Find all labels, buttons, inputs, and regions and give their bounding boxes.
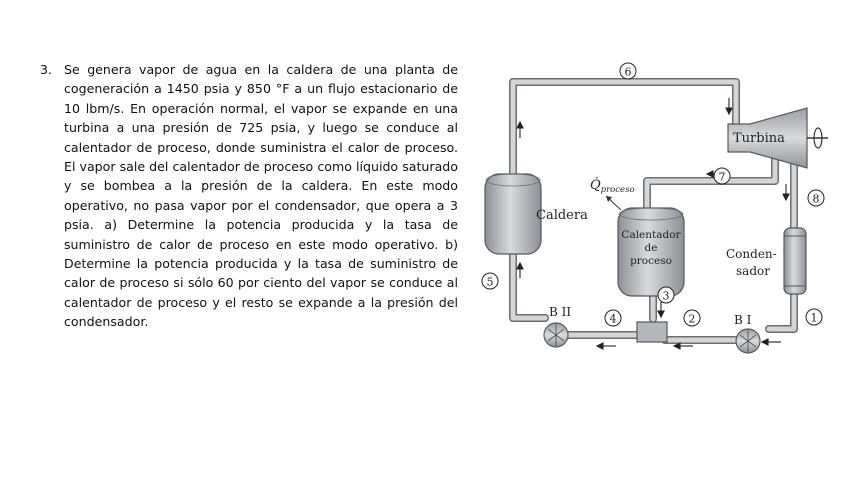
state-5	[482, 273, 498, 289]
heater-label-1: Calentador	[621, 229, 681, 241]
pump-1-label: B I	[734, 313, 752, 327]
state-6	[620, 63, 636, 79]
problem-number: 3.	[40, 62, 53, 77]
cogeneration-plant-diagram	[478, 56, 838, 361]
pump-2-label: B II	[549, 305, 572, 319]
state-1	[806, 309, 822, 325]
arrow-condenser-out	[762, 339, 781, 345]
arrow-to-turbine	[726, 98, 732, 114]
pump-2	[544, 305, 571, 347]
state-2	[684, 310, 700, 326]
mixing-chamber	[637, 322, 667, 342]
svg-text:1: 1	[810, 311, 818, 325]
arrow-boiler-in	[517, 263, 523, 278]
svg-text:2: 2	[688, 312, 696, 326]
boiler-label: Caldera	[536, 208, 588, 223]
svg-text:Q̇proceso	[590, 177, 635, 195]
arrow-to-condenser	[783, 184, 789, 200]
svg-text:5: 5	[486, 275, 494, 289]
state-8	[808, 190, 824, 206]
turbine-label: Turbina	[733, 131, 785, 146]
arrow-boiler-out	[517, 122, 523, 138]
condenser	[726, 228, 806, 294]
process-heater	[618, 208, 684, 296]
heat-symbol: Q̇	[590, 178, 601, 193]
svg-text:4: 4	[609, 312, 617, 326]
boiler	[485, 174, 588, 254]
svg-text:3: 3	[662, 289, 670, 303]
problem-statement	[40, 60, 458, 332]
arrow-mix-out	[597, 343, 616, 349]
condenser-label-1: Conden-	[726, 247, 777, 261]
condenser-label-2: sador	[736, 264, 770, 278]
arrow-from-heater	[658, 302, 664, 317]
turbine	[728, 108, 828, 168]
heater-label-3: proceso	[630, 255, 672, 267]
problem-text: Se genera vapor de agua en la caldera de una planta de cogeneración a 1450 psia y 850 °F a un flujo estacionario de 10 lbm/s. En operación normal, el vapor se expande en una turbina a una presión de 725 psia, y luego se conduce al calentador de proceso, donde suministra el calor de proceso. El vapor sale del calentador de proceso como líquido saturado y se bombea a la presión de la caldera. En este modo operativo, no pasa vapor por el condensador, que opera a 3 psia. a) Determine la potencia producida y la tasa de suministro de calor de proceso en este modo operativo. b) Determine la potencia producida y la tasa de suministro de calor de proceso si sólo 60 por ciento del vapor se conduce al calentador de proceso y el resto se expande a la presión del condensador.	[64, 62, 458, 330]
heat-subscript: proceso	[600, 185, 635, 195]
svg-text:7: 7	[718, 170, 726, 184]
state-7	[714, 168, 730, 184]
pump-1	[734, 313, 760, 353]
state-4	[605, 310, 621, 326]
svg-text:8: 8	[812, 192, 820, 206]
heater-label-2: de	[644, 242, 658, 254]
heat-process-label	[590, 177, 635, 210]
svg-text:6: 6	[624, 65, 632, 79]
state-3	[658, 287, 674, 303]
